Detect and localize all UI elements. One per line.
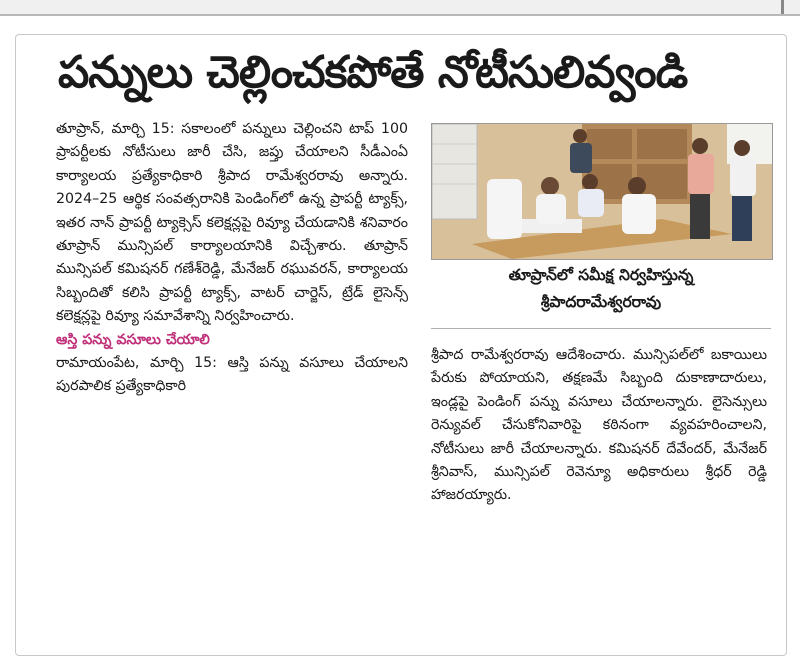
- left-column: [56, 118, 408, 399]
- caption-line-2: శ్రీపాదరామేశ్వరరావు: [540, 293, 662, 311]
- right-column: [431, 344, 767, 508]
- meeting-photo-illustration: [432, 124, 772, 259]
- right-body-text: శ్రీపాద రామేశ్వరరావు ఆదేశించారు. మున్సిపల్‌లో బకాయిలు పేరుకు పోయాయని, తక్షణమే సిబ్బంది దుకాణాదారులు, ఇండ్లపై పెండింగ్ పన్ను వసూలు చేయాలన్నారు. లైసెన్సులు రెన్యువల్ చేసుకోనివారిపై కఠినంగా వ్యవహరించాలని, నోటీసులు జారీ చేయాలన్నారు. కమిషనర్ దేవేందర్, మేనేజర్ శ్రీనివాస్, మున్సిపల్ రెవెన్యూ అధికారులు శ్రీధర్ రెడ్డి హాజరయ్యారు.: [431, 347, 767, 504]
- top-border: [0, 0, 800, 16]
- sub-body-text: రామాయంపేట, మార్చి 15: ఆస్తి పన్ను వసూలు చేయాలని పురపాలిక ప్రత్యేకాధికారి: [56, 355, 408, 395]
- left-body-text: తూప్రాన్, మార్చి 15: సకాలంలో పన్నులు చెల్లించని టాప్ 100 ప్రాపర్టీలకు నోటీసులు జారీ చేసి, జప్తు చేయాలని సీడీఎంఏ కార్యాలయ ప్రత్యేకాధికారి శ్రీపాద రామేశ్వరరావు అన్నారు. 2024–25 ఆర్థిక సంవత్సరానికి పెండింగ్‌లో ఉన్న ప్రాపర్టీ ట్యాక్స్, ఇతర నాన్ ప్రాపర్టీ ట్యాక్సెస్ కలెక్షన్లపై రివ్యూ చేయడానికి శనివారం తూప్రాన్ మున్సిపల్ కార్యాలయానికి విచ్చేశారు. తూప్రాన్ మున్సిపల్ కమిషనర్ గణేశ్‌రెడ్డి, మేనేజర్ రఘువరన్, కార్యాలయ సిబ్బందితో కలిసి ప్రాపర్టీ ట్యాక్స్, వాటర్ చార్జెస్, ట్రేడ్ లైసెన్స్ కలెక్షన్లపై రివ్యూ సమావేశాన్ని నిర్వహించారు.: [56, 121, 408, 325]
- caption-line-1: తూప్రాన్‌లో సమీక్ష నిర్వహిస్తున్న: [508, 266, 694, 284]
- photo-caption: [431, 262, 771, 329]
- news-photo: [431, 123, 773, 260]
- article-headline: పన్నులు చెల్లించకపోతే నోటీసులివ్వండి: [58, 47, 688, 98]
- border-tick: [781, 0, 784, 14]
- subheading: ఆస్తి పన్ను వసూలు చేయాలి: [56, 331, 210, 348]
